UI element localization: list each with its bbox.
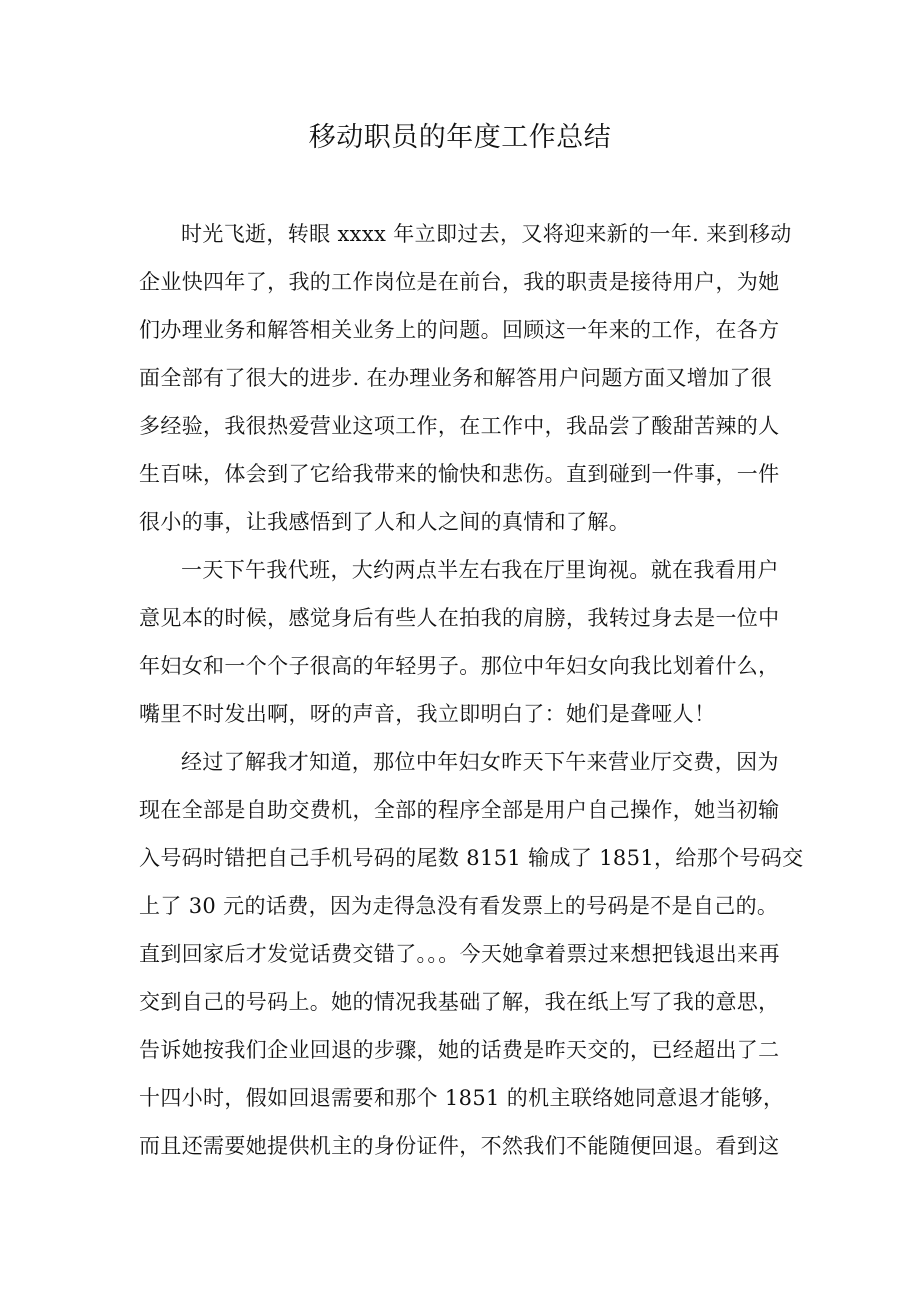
text-line: 意见本的时候，感觉身后有些人在拍我的肩膀，我转过身去是一位中 bbox=[139, 606, 780, 630]
text-line: 多经验，我很热爱营业这项工作，在工作中，我品尝了酸甜苦辣的人 bbox=[139, 414, 780, 438]
text-line: 年妇女和一个个子很高的年轻男子。那位中年妇女向我比划着什么， bbox=[139, 654, 780, 678]
text-line: 嘴里不时发出啊，呀的声音，我立即明白了：她们是聋哑人！ bbox=[139, 702, 716, 726]
document-body bbox=[139, 210, 804, 1170]
text-line: 现在全部是自助交费机，全部的程序全部是用户自己操作，她当初输 bbox=[139, 798, 780, 822]
text-line: 经过了解我才知道，那位中年妇女昨天下午来营业厅交费，因为 bbox=[181, 750, 779, 774]
text-line: 交到自己的号码上。她的情况我基础了解，我在纸上写了我的意思， bbox=[139, 990, 780, 1014]
text-line: 告诉她按我们企业回退的步骤，她的话费是昨天交的，已经超出了二 bbox=[139, 1038, 780, 1062]
text-line: 企业快四年了，我的工作岗位是在前台，我的职责是接待用户，为她 bbox=[139, 270, 780, 294]
text-line: 们办理业务和解答相关业务上的问题。回顾这一年来的工作，在各方 bbox=[139, 318, 780, 342]
text-line: 上了 30 元的话费，因为走得急没有看发票上的号码是不是自己的。 bbox=[139, 894, 779, 918]
text-line: 而且还需要她提供机主的身份证件，不然我们不能随便回退。看到这 bbox=[139, 1134, 780, 1158]
text-line: 入号码时错把自己手机号码的尾数 8151 输成了 1851，给那个号码交 bbox=[139, 846, 804, 870]
text-line: 很小的事，让我感悟到了人和人之间的真情和了解。 bbox=[139, 510, 631, 534]
text-line: 一天下午我代班，大约两点半左右我在厅里询视。就在我看用户 bbox=[181, 558, 779, 582]
text-line: 十四小时，假如回退需要和那个 1851 的机主联络她同意退才能够， bbox=[139, 1086, 785, 1110]
document-title: 移动职员的年度工作总结 bbox=[308, 122, 612, 153]
text-line: 时光飞逝，转眼 xxxx 年立即过去，又将迎来新的一年. 来到移动 bbox=[181, 222, 792, 246]
text-line: 面全部有了很大的进步. 在办理业务和解答用户问题方面又增加了很 bbox=[139, 366, 773, 390]
text-line: 直到回家后才发觉话费交错了。。。今天她拿着票过来想把钱退出来再 bbox=[139, 942, 780, 966]
text-line: 生百味，体会到了它给我带来的愉快和悲伤。直到碰到一件事，一件 bbox=[139, 462, 780, 486]
